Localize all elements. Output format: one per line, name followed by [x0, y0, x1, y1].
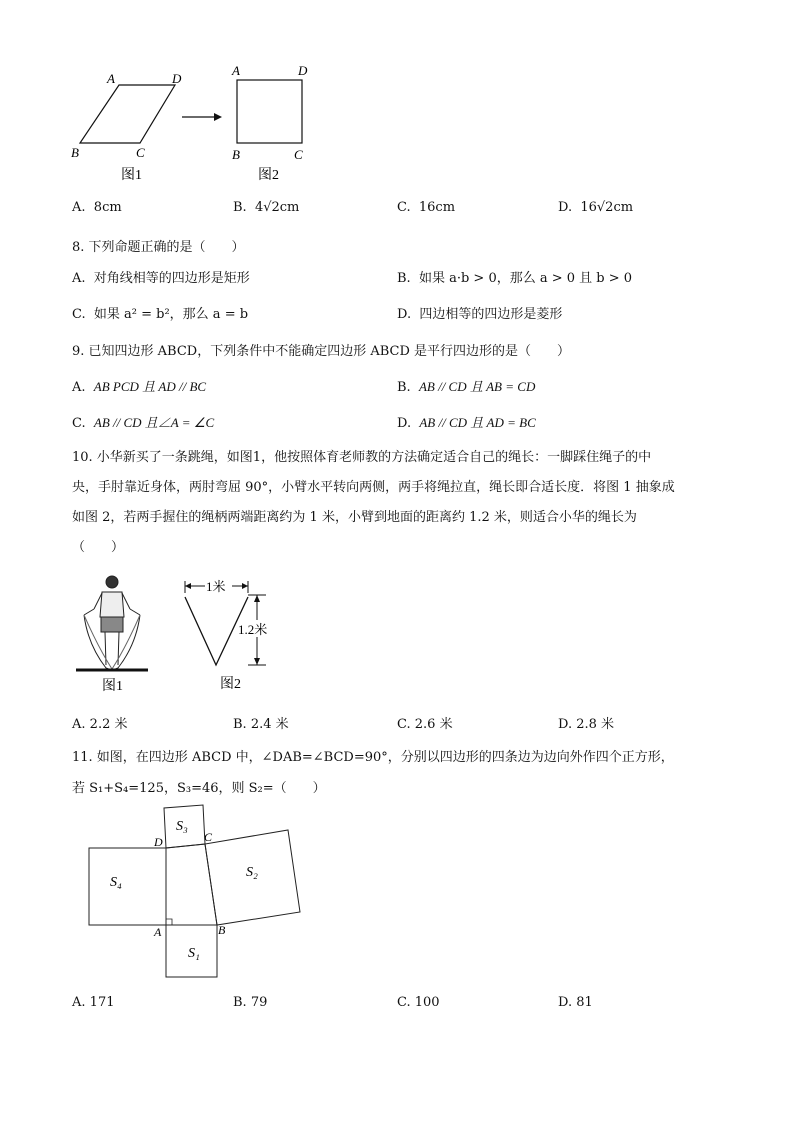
- option-letter: C.: [397, 717, 411, 732]
- option-letter: A.: [72, 380, 86, 395]
- option-letter: D.: [397, 416, 412, 431]
- q10-option-b: [233, 713, 289, 732]
- q7-option-b: [233, 200, 299, 215]
- option-letter: A.: [72, 717, 86, 732]
- option-letter: D.: [397, 307, 412, 322]
- fig2-label-d: D: [298, 63, 308, 78]
- option-letter: D.: [558, 200, 573, 215]
- quadrilateral-abcd: [166, 844, 217, 925]
- option-letter: A.: [72, 271, 86, 286]
- option-letter: B.: [397, 380, 411, 395]
- option-letter: C.: [397, 995, 411, 1010]
- q8-option-b: [397, 267, 632, 286]
- option-text: 81: [576, 995, 593, 1010]
- square-shape: [237, 80, 302, 143]
- arrow-down-icon: [254, 658, 260, 665]
- q10-fig2-caption: 图2: [220, 677, 241, 692]
- square-s4: [89, 848, 166, 925]
- option-text: 对角线相等的四边形是矩形: [93, 271, 250, 286]
- option-text: 2.6 米: [414, 717, 453, 732]
- label-b: B: [218, 923, 226, 937]
- option-text: 2.2 米: [89, 717, 128, 732]
- option-text: 16√2cm: [580, 200, 634, 215]
- q10-line-3: 如图 2，若两手握住的绳柄两端距离约为 1 米，小臂到地面的距离约 1.2 米，则适合小华的绳长为: [72, 510, 637, 525]
- option-letter: A.: [72, 995, 86, 1010]
- height-label: 1.2米: [238, 622, 268, 637]
- option-text: 2.4 米: [250, 717, 289, 732]
- option-letter: A.: [72, 200, 86, 215]
- q11-line-1: 11. 如图，在四边形 ABCD 中，∠DAB=∠BCD=90°，分别以四边形的四条边为边向外作四个正方形，: [72, 750, 674, 765]
- q10-option-c: [397, 713, 453, 732]
- option-text: AB PCD 且 AD // BC: [93, 379, 207, 394]
- option-text: 79: [250, 995, 268, 1010]
- parallelogram-shape: [80, 85, 175, 143]
- q11-option-d: [558, 995, 593, 1010]
- option-text: 171: [89, 995, 115, 1010]
- q11-option-b: [233, 995, 267, 1010]
- q9-stem: 9. 已知四边形 ABCD，下列条件中不能确定四边形 ABCD 是平行四边形的是（ ）: [72, 344, 571, 359]
- q10-line-1: 10. 小华新买了一条跳绳，如图1，他按照体育老师教的方法确定适合自己的绳长：一脚踩住绳子的中: [72, 450, 652, 465]
- option-letter: B.: [233, 717, 247, 732]
- fig1-label-d: D: [172, 71, 182, 86]
- option-letter: C.: [397, 200, 411, 215]
- label-d: D: [154, 835, 163, 849]
- q11-line-2: 若 S₁+S₄=125，S₃=46，则 S₂=（ ）: [72, 781, 326, 796]
- fig1-caption: 图1: [121, 168, 142, 183]
- q10-option-a: [72, 713, 127, 732]
- q9-option-b: [397, 376, 535, 395]
- option-letter: B.: [233, 995, 247, 1010]
- q8-stem: 8. 下列命题正确的是（ ）: [72, 240, 245, 255]
- option-letter: C.: [72, 416, 86, 431]
- q11-option-c: [397, 995, 440, 1010]
- q8-option-c: [72, 303, 248, 322]
- label-s1: S₁: [188, 946, 200, 961]
- option-letter: B.: [397, 271, 411, 286]
- fig1-label-b: B: [71, 145, 79, 160]
- option-text: 4√2cm: [254, 200, 300, 215]
- option-text: AB // CD 且∠A = ∠C: [93, 415, 215, 430]
- q11-option-a: [72, 995, 115, 1010]
- q7-option-a: [72, 200, 122, 215]
- option-text: 8cm: [93, 200, 122, 215]
- fig1-label-c: C: [136, 145, 145, 160]
- fig2-label-c: C: [294, 147, 303, 162]
- q10-line-2: 央，手肘靠近身体，两肘弯屈 90°，小臂水平转向两侧，两手将绳拉直，绳长即合适长度．将图 1 抽象成: [72, 480, 675, 495]
- q7-option-c: [397, 200, 455, 215]
- q10-option-d: [558, 713, 614, 732]
- option-text: 16cm: [418, 200, 456, 215]
- arrow-head-icon: [214, 113, 222, 121]
- q10-fig1-caption: 图1: [102, 679, 123, 694]
- option-text: AB // CD 且 AB = CD: [418, 379, 536, 394]
- top-figures: [60, 60, 340, 190]
- arrow-up-icon: [254, 595, 260, 602]
- option-text: 如果 a² = b²，那么 a = b: [93, 307, 249, 322]
- fig1-label-a: A: [107, 71, 115, 86]
- q9-option-a: [72, 376, 206, 395]
- q8-option-d: [397, 303, 562, 322]
- q10-figures: [70, 565, 310, 700]
- option-letter: B.: [233, 200, 247, 215]
- arrow-right-icon: [242, 583, 248, 589]
- q11-figure: [80, 800, 320, 985]
- label-a: A: [154, 925, 162, 939]
- option-text: 2.8 米: [576, 717, 615, 732]
- label-s4: S₄: [110, 875, 122, 890]
- label-s3: S₃: [176, 819, 188, 834]
- fig2-label-a: A: [232, 63, 240, 78]
- arrow-left-icon: [185, 583, 191, 589]
- option-text: AB // CD 且 AD = BC: [419, 415, 536, 430]
- q9-option-c: [72, 412, 214, 431]
- label-s2: S₂: [246, 865, 258, 880]
- label-c: C: [204, 830, 213, 844]
- width-label: 1米: [206, 579, 226, 594]
- right-angle-marker: [166, 919, 172, 925]
- fig2-caption: 图2: [258, 168, 279, 183]
- option-letter: D.: [558, 717, 573, 732]
- q8-option-a: [72, 267, 250, 286]
- option-text: 四边相等的四边形是菱形: [419, 307, 563, 322]
- option-letter: D.: [558, 995, 573, 1010]
- fig2-label-b: B: [232, 147, 240, 162]
- q10-line-4: （ ）: [72, 540, 125, 555]
- option-text: 100: [414, 995, 440, 1010]
- jump-rope-person-figure: [84, 576, 140, 670]
- q7-option-d: [558, 200, 633, 215]
- option-text: 如果 a·b > 0，那么 a > 0 且 b > 0: [418, 271, 633, 286]
- option-letter: C.: [72, 307, 86, 322]
- q9-option-d: [397, 412, 536, 431]
